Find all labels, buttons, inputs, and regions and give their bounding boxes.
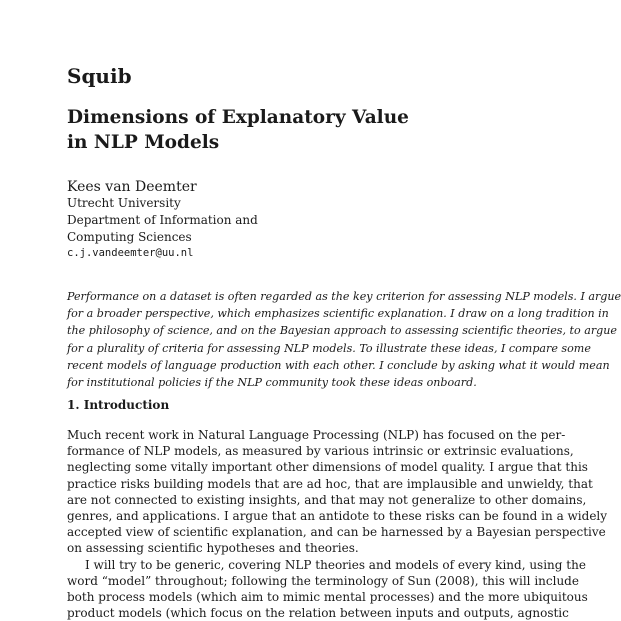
article-type-label: Squib [67, 64, 132, 88]
paper-title-line-1: Dimensions of Explanatory Value [67, 107, 409, 128]
paper-title-line-2: in NLP Models [67, 132, 220, 153]
body-line: Much recent work in Natural Language Processing (NLP) has focused on the per- [67, 428, 566, 442]
author-name: Kees van Deemter [67, 179, 197, 195]
author-affiliation-line-1: Utrecht University [67, 196, 181, 210]
abstract-line: for a plurality of criteria for assessing NLP models. To illustrate these ideas, I compare some [67, 341, 591, 355]
abstract-line: for a broader perspective, which emphasizes scientific explanation. I draw on a long tradition in [67, 307, 609, 321]
body-line: word “model” throughout; following the terminology of Sun (2008), this will include [67, 573, 579, 588]
section-heading: 1. Introduction [67, 398, 170, 412]
abstract [67, 288, 621, 391]
body-line: I will try to be generic, covering NLP theories and models of every kind, using the [85, 557, 586, 572]
body-line: practice risks building models that are ad hoc, that are implausible and unwieldy, that [67, 476, 593, 491]
body-line: both process models (which aim to mimic mental processes) and the more ubiquitous [67, 590, 588, 605]
body-line: formance of NLP models, as measured by various intrinsic or extrinsic evaluations, [67, 444, 574, 459]
author-email: c.j.vandeemter@uu.nl [67, 247, 194, 259]
body-line: accepted view of scientific explanation, and can be harnessed by a Bayesian perspective [67, 525, 606, 540]
body-line: product models (which focus on the relation between inputs and outputs, agnostic [67, 606, 569, 621]
body-line: on assessing scientific hypotheses and theories. [67, 541, 359, 556]
abstract-line: the philosophy of science, and on the Bayesian approach to assessing scientific theories, to argue [67, 324, 617, 338]
abstract-line: for institutional policies if the NLP community took these ideas onboard. [67, 376, 477, 390]
abstract-line: recent models of language production with each other. I conclude by asking what it would mean [67, 358, 610, 372]
author-affiliation-line-2: Department of Information and [67, 213, 258, 227]
abstract-line: Performance on a dataset is often regarded as the key criterion for assessing NLP models. I argue [67, 290, 621, 303]
body-line: genres, and applications. I argue that an antidote to these risks can be found in a widely [67, 509, 608, 524]
body-line: are not connected to existing insights, and that may not generalize to other domains, [67, 492, 587, 507]
body-text [67, 427, 608, 621]
body-line: neglecting some vitally important other dimensions of model quality. I argue that this [67, 460, 588, 475]
author-affiliation-line-3: Computing Sciences [67, 230, 192, 244]
